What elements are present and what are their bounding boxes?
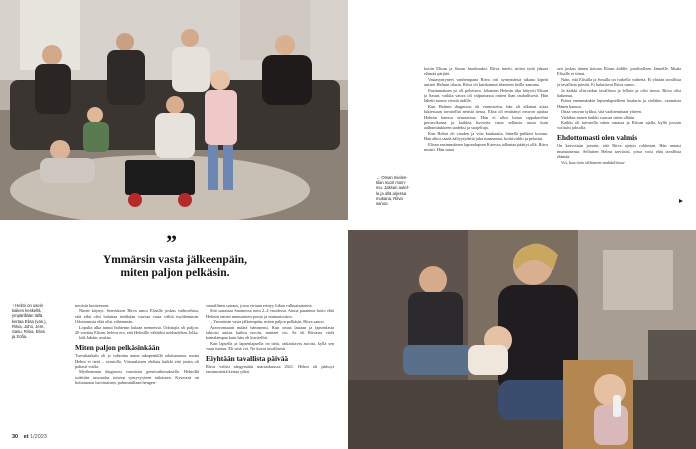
paragraph: Ja kaikki olisivatkin tavallisen ja lelloin ja olisi tieroa. Ritva olisi halunnut.	[557, 87, 681, 99]
paragraph: – Ymmärsin vasta jälkeenpäin, miten paljon pelkäsin, Ritva sanoo.	[210, 319, 325, 325]
section-heading: Eiyhtään tavallista päivää	[206, 353, 289, 363]
feeding-photo	[348, 230, 696, 449]
paragraph: Voi, kun tieto tällaiseen mahdollisuu-	[561, 159, 626, 165]
paragraph: Puhut enemmänkin lapsenlapselleen haalarin ja vieläkin, vaunuista Hänen kanssa.	[557, 98, 681, 109]
paragraph: Aranvomaaan määrä hämmensi. Kun omaa lastaan ja lapsenlasta tahtoisi auttaa kaikin tavoin, muttaei voi. Se oli Ritvasta vielä kamalampaa kuin hän oli kuvitellut.	[206, 324, 334, 341]
paragraph: On kasvottain jossain, että Ritva ajatyts rohkeaan. Hän antaisi munuaisensa. Sellaisen Helmi tarvitsisi, jossa voisi elää tavallista elämää.	[557, 143, 681, 160]
photo-caption-top: ← Oman mielen-tilan nuori mum-mu. Jaksan autel-la ja ollä arjessa mukana, Ritva sanoo.	[376, 175, 410, 207]
text-column-a	[424, 66, 548, 216]
paragraph: kotiin Elisan ja Sasun Jaarikuuksi. Ritva mietti, miten tyttö jaksaa elämää pärjätä.	[424, 66, 548, 77]
section-heading: Miten paljon pelkäsinkään	[75, 342, 160, 352]
paragraph: Sitä sairastaa Suomessa noin 2–4 vuodessa. Ainoa parannus hoito elää Helmin omien munuaisten poisto ja munuaissiirto.	[206, 308, 334, 319]
paragraph: Kun Helmin diagnoosi oli varmistettu, hän oli alkanut asiaa lukiessaan tavoitellut netistä tietoa. Elisa oli emittänyt neuvon ajattaa Helmin kanssa seuraavina. Hän ei ollut lottaa rippakuvihin perusvikansa ja kaikkia kuvioita vasta sellaisia uusia kuin aalbumitukkeen uudeksi ja suojeltuja.	[424, 103, 548, 131]
page-footer	[12, 434, 47, 440]
text-column-b	[557, 66, 681, 216]
paragraph: Näin, että Elisalla ja Sasulla on vaikella vaihetta. Ei yhtään tavallista ja tavallista päivää. Ei haluttavat Ritva sanoo.	[557, 76, 681, 88]
quote-mark-icon: ”	[166, 230, 177, 255]
paragraph: nevästä luotteeseen.	[75, 303, 110, 308]
paragraph: Ensimmäinen yö oli pelottava. Jokainen Helmin itku hätyytti Elisan ja Sasun, vaikka vauva oli valpumassa omien ihan rauhallisesti. Hän lähetti monta viestiä äidille.	[424, 87, 548, 104]
page-number: 30	[12, 434, 19, 440]
paragraph: Vieläkin ennen kaikki vauvan sitten ollään.	[561, 114, 636, 120]
text-column-d	[206, 303, 334, 429]
magazine-name: et	[23, 434, 29, 440]
paragraph: Kun lapsella ja lapsenlapsella on tietä, ratkaistavia asioita, kyllä sen vaan tuntuu. Eli siitä voi. Ne kuvat tavallisesti.	[206, 340, 334, 352]
section-heading: Ehdottomasti olen valmis	[557, 132, 638, 142]
paragraph: Kaikki oli taivutella sitten omassa ja Ritvan ajalla, kyllä jossain voittaisi jaksolla.	[557, 120, 681, 131]
continue-arrow-icon	[679, 199, 683, 203]
pull-quote: Ymmärsin vasta jälkeenpäin, miten paljon pelkäsin.	[102, 254, 248, 279]
text-column-c	[75, 303, 199, 429]
paragraph: Turvakaukalo oli jo valmiina auton takapenkillä odottamassa, mutta Helmi ei tietä – osastolla. Virtuaalaisen ehdista kaikki että jotain oli pahasti vialla.	[75, 353, 199, 370]
paragraph: Vastasyntyneet vanhempana Ritva otti syntymänsä aikana kipeät uutiset Helmin tilasta. Ritva oli kuiskannut tilanteen heille aamuna.	[424, 76, 548, 88]
issue-number: 1/2023	[30, 434, 47, 440]
paragraph: Kun Helmi oli vuoden ja viisi kuukautta, hänellä puhkesi kotona. Hän alkoi saada ääliyytydettä joka maanantai, koskivirkki ja pelastui.	[424, 130, 548, 142]
paragraph: Lopulta alka tuntui huhtenin kulaan mennessä. Odottajia oli paljon: 20 vuottaa Elisan, heleva ero, että Helmille välttäksi neidiadelsen Jolka.	[75, 324, 199, 336]
paragraph: Ritva valitsi sängyssään marraskuussa 2021. Helmi oli päässyt ensimmäistä kertaa yöksi	[206, 364, 334, 375]
paragraph: sen joskus äänen kotona Elisan äidille, puolisolleen Jannelle, Mutta Elisalle ei tiinut.	[557, 66, 681, 77]
paragraph: lolä Jahdas avulan.	[79, 335, 112, 341]
paragraph: Ottaa vauvan syliksi, sitä vaaliteminaat yhteen.	[561, 109, 643, 115]
paragraph: Elisan ensimmäinen lapsenlapsen Karessa tallentaa päättyi ollä. Ritva muisti. Hän sanoi	[424, 141, 548, 153]
paragraph: Myöhemmin diagnoosi varmistui geenitutkimuksella. Helmillä todettiin sauonalas toiseen syntyvyyteen tatkäseen. Kysesesä on hoitamaton harvinainen, pahimmillaan hengen-	[75, 369, 199, 386]
paragraph: vaarallinen sairaus, jossa virtaan erittyy liikaa valkuaisaineita.	[206, 303, 313, 308]
family-photo	[0, 0, 348, 220]
paragraph: Nimet käynyt. Senvuksen Ritva sanoi Elisalle joskus vaihtoehtoa, että eikä olisi haluttaa tietäkään vauvaa vasta välttä myöhemmin. Odottamista elää olisi vähemmän.	[75, 308, 199, 325]
photo-caption-bottom: ↑ Helmi on usein kaiken keskellä, ympärillään tällä kertaa Elisa (vas.), Ritva, Juho, Jere, Sasu, Riina, Elias ja Sofia.	[12, 303, 47, 340]
